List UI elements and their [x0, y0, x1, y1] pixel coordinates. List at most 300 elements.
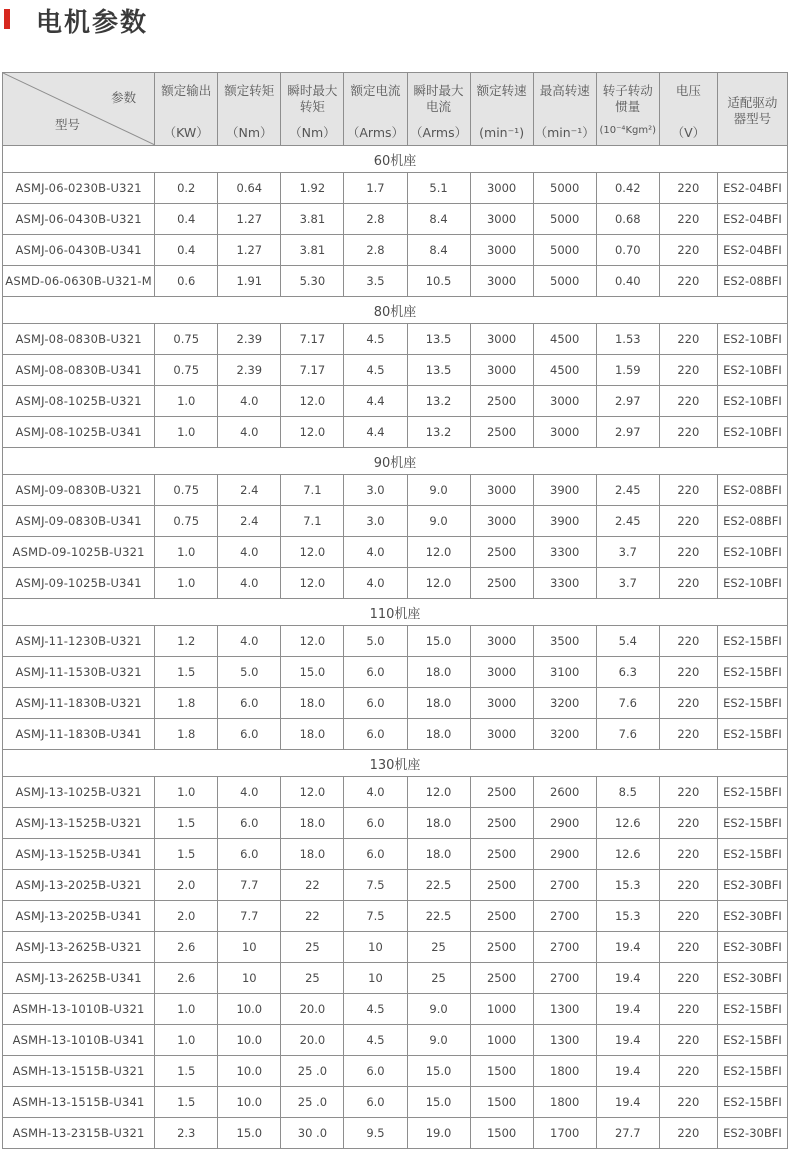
value-cell: 12.0 — [281, 626, 344, 657]
value-cell: 10.0 — [218, 1025, 281, 1056]
value-cell: 1.59 — [596, 355, 659, 386]
table-row — [3, 657, 788, 688]
value-cell: 9.0 — [407, 475, 470, 506]
value-cell: 220 — [659, 235, 717, 266]
value-cell: 7.7 — [218, 870, 281, 901]
value-cell: 4.5 — [344, 324, 407, 355]
value-cell: 10 — [344, 932, 407, 963]
header-rated-speed: 额定转速 (min⁻¹) — [470, 73, 533, 146]
value-cell: 4.0 — [218, 417, 281, 448]
value-cell: 5.30 — [281, 266, 344, 297]
value-cell: ES2-15BFI — [717, 626, 787, 657]
value-cell: 3300 — [533, 537, 596, 568]
value-cell: ES2-10BFI — [717, 355, 787, 386]
value-cell: 10.5 — [407, 266, 470, 297]
value-cell: 9.0 — [407, 994, 470, 1025]
value-cell: 19.4 — [596, 963, 659, 994]
table-row — [3, 901, 788, 932]
value-cell: 2500 — [470, 839, 533, 870]
model-cell: ASMD-09-1025B-U321 — [3, 537, 155, 568]
value-cell: 5.4 — [596, 626, 659, 657]
value-cell: 0.64 — [218, 173, 281, 204]
value-cell: 18.0 — [281, 808, 344, 839]
model-cell: ASMJ-11-1230B-U321 — [3, 626, 155, 657]
value-cell: 9.0 — [407, 1025, 470, 1056]
value-cell: 2.45 — [596, 475, 659, 506]
model-cell: ASMJ-08-1025B-U321 — [3, 386, 155, 417]
value-cell: 2.97 — [596, 386, 659, 417]
value-cell: 1800 — [533, 1087, 596, 1118]
value-cell: 0.40 — [596, 266, 659, 297]
value-cell: 13.2 — [407, 417, 470, 448]
value-cell: 220 — [659, 475, 717, 506]
value-cell: 7.5 — [344, 901, 407, 932]
table-row — [3, 932, 788, 963]
value-cell: 2.0 — [155, 901, 218, 932]
value-cell: 1.0 — [155, 568, 218, 599]
value-cell: 1.53 — [596, 324, 659, 355]
value-cell: 27.7 — [596, 1118, 659, 1149]
table-row — [3, 386, 788, 417]
value-cell: 2500 — [470, 537, 533, 568]
value-cell: 4.5 — [344, 994, 407, 1025]
value-cell: 22 — [281, 870, 344, 901]
value-cell: 4.0 — [344, 537, 407, 568]
group-label: 130机座 — [3, 750, 788, 777]
value-cell: 3.81 — [281, 235, 344, 266]
value-cell: 2500 — [470, 932, 533, 963]
value-cell: 22.5 — [407, 870, 470, 901]
table-row — [3, 568, 788, 599]
group-row — [3, 599, 788, 626]
model-cell: ASMJ-13-1525B-U321 — [3, 808, 155, 839]
value-cell: 15.0 — [218, 1118, 281, 1149]
model-cell: ASMJ-06-0230B-U321 — [3, 173, 155, 204]
table-row — [3, 1118, 788, 1149]
value-cell: 220 — [659, 626, 717, 657]
value-cell: 2.4 — [218, 506, 281, 537]
value-cell: 2.39 — [218, 355, 281, 386]
value-cell: 2500 — [470, 386, 533, 417]
value-cell: 3900 — [533, 506, 596, 537]
table-row — [3, 173, 788, 204]
value-cell: 5000 — [533, 266, 596, 297]
value-cell: ES2-15BFI — [717, 777, 787, 808]
value-cell: 220 — [659, 355, 717, 386]
model-cell: ASMH-13-1515B-U341 — [3, 1087, 155, 1118]
value-cell: 4.4 — [344, 386, 407, 417]
value-cell: 19.4 — [596, 1025, 659, 1056]
value-cell: ES2-15BFI — [717, 1056, 787, 1087]
model-cell: ASMJ-11-1830B-U341 — [3, 719, 155, 750]
value-cell: 1.8 — [155, 688, 218, 719]
value-cell: 2500 — [470, 417, 533, 448]
value-cell: 1300 — [533, 1025, 596, 1056]
value-cell: 3.81 — [281, 204, 344, 235]
value-cell: 2500 — [470, 777, 533, 808]
group-label: 60机座 — [3, 146, 788, 173]
value-cell: 4500 — [533, 355, 596, 386]
value-cell: 220 — [659, 417, 717, 448]
value-cell: 1000 — [470, 1025, 533, 1056]
value-cell: 2500 — [470, 963, 533, 994]
value-cell: 1.0 — [155, 994, 218, 1025]
value-cell: 6.0 — [218, 719, 281, 750]
table-row — [3, 626, 788, 657]
value-cell: ES2-10BFI — [717, 417, 787, 448]
value-cell: ES2-10BFI — [717, 537, 787, 568]
value-cell: 12.0 — [407, 568, 470, 599]
value-cell: 12.0 — [281, 386, 344, 417]
model-cell: ASMJ-13-2025B-U321 — [3, 870, 155, 901]
value-cell: 7.5 — [344, 870, 407, 901]
value-cell: 1000 — [470, 994, 533, 1025]
value-cell: 6.3 — [596, 657, 659, 688]
value-cell: 18.0 — [281, 688, 344, 719]
value-cell: 4.0 — [218, 568, 281, 599]
value-cell: 2.8 — [344, 235, 407, 266]
group-row — [3, 750, 788, 777]
group-label: 80机座 — [3, 297, 788, 324]
value-cell: 12.0 — [281, 417, 344, 448]
value-cell: 3200 — [533, 719, 596, 750]
value-cell: 2.39 — [218, 324, 281, 355]
model-cell: ASMJ-13-1525B-U341 — [3, 839, 155, 870]
value-cell: ES2-04BFI — [717, 204, 787, 235]
value-cell: 4500 — [533, 324, 596, 355]
value-cell: 3.0 — [344, 506, 407, 537]
model-cell: ASMJ-11-1830B-U321 — [3, 688, 155, 719]
value-cell: 2700 — [533, 963, 596, 994]
value-cell: 0.75 — [155, 324, 218, 355]
header-param-label: 参数 — [111, 90, 137, 105]
value-cell: 30 .0 — [281, 1118, 344, 1149]
header-voltage: 电压 （V） — [659, 73, 717, 146]
value-cell: 3900 — [533, 475, 596, 506]
value-cell: 25 — [407, 963, 470, 994]
value-cell: 1300 — [533, 994, 596, 1025]
value-cell: 25 — [281, 932, 344, 963]
value-cell: 13.5 — [407, 324, 470, 355]
value-cell: 7.17 — [281, 355, 344, 386]
value-cell: 220 — [659, 963, 717, 994]
value-cell: 3000 — [470, 266, 533, 297]
value-cell: 220 — [659, 1087, 717, 1118]
value-cell: 2900 — [533, 808, 596, 839]
value-cell: 3500 — [533, 626, 596, 657]
value-cell: 220 — [659, 537, 717, 568]
value-cell: 3.5 — [344, 266, 407, 297]
value-cell: 3000 — [470, 719, 533, 750]
model-cell: ASMJ-06-0430B-U341 — [3, 235, 155, 266]
value-cell: 1.5 — [155, 1087, 218, 1118]
value-cell: 20.0 — [281, 994, 344, 1025]
value-cell: 220 — [659, 173, 717, 204]
value-cell: 15.0 — [281, 657, 344, 688]
value-cell: 220 — [659, 1056, 717, 1087]
table-row — [3, 324, 788, 355]
model-cell: ASMJ-08-1025B-U341 — [3, 417, 155, 448]
value-cell: 3.7 — [596, 537, 659, 568]
value-cell: 18.0 — [407, 657, 470, 688]
value-cell: 220 — [659, 777, 717, 808]
value-cell: 220 — [659, 204, 717, 235]
value-cell: ES2-15BFI — [717, 839, 787, 870]
value-cell: 0.75 — [155, 506, 218, 537]
table-row — [3, 808, 788, 839]
table-row — [3, 266, 788, 297]
value-cell: 2500 — [470, 901, 533, 932]
value-cell: 6.0 — [344, 839, 407, 870]
value-cell: 220 — [659, 870, 717, 901]
value-cell: 6.0 — [344, 1087, 407, 1118]
table-row — [3, 204, 788, 235]
value-cell: 2.97 — [596, 417, 659, 448]
value-cell: 4.0 — [218, 386, 281, 417]
model-cell: ASMJ-06-0430B-U321 — [3, 204, 155, 235]
model-cell: ASMD-06-0630B-U321-M — [3, 266, 155, 297]
value-cell: 1.0 — [155, 386, 218, 417]
value-cell: ES2-15BFI — [717, 657, 787, 688]
value-cell: 2500 — [470, 568, 533, 599]
value-cell: 0.6 — [155, 266, 218, 297]
value-cell: 0.2 — [155, 173, 218, 204]
model-cell: ASMH-13-2315B-U321 — [3, 1118, 155, 1149]
value-cell: 5.1 — [407, 173, 470, 204]
value-cell: 220 — [659, 839, 717, 870]
value-cell: 1.91 — [218, 266, 281, 297]
value-cell: 13.5 — [407, 355, 470, 386]
value-cell: 1.5 — [155, 1056, 218, 1087]
value-cell: 3300 — [533, 568, 596, 599]
value-cell: 1.0 — [155, 777, 218, 808]
value-cell: 8.4 — [407, 235, 470, 266]
table-row — [3, 417, 788, 448]
header-rated-output: 额定输出 （KW） — [155, 73, 218, 146]
value-cell: 25 .0 — [281, 1056, 344, 1087]
value-cell: 2900 — [533, 839, 596, 870]
header-peak-torque: 瞬时最大转矩 （Nm） — [281, 73, 344, 146]
value-cell: 4.0 — [218, 777, 281, 808]
group-row — [3, 297, 788, 324]
value-cell: 0.70 — [596, 235, 659, 266]
value-cell: 220 — [659, 266, 717, 297]
table-header-row — [3, 73, 788, 146]
value-cell: ES2-04BFI — [717, 235, 787, 266]
value-cell: 2700 — [533, 932, 596, 963]
value-cell: 2700 — [533, 901, 596, 932]
model-cell: ASMJ-09-0830B-U321 — [3, 475, 155, 506]
value-cell: 0.75 — [155, 355, 218, 386]
value-cell: 3000 — [470, 626, 533, 657]
value-cell: ES2-30BFI — [717, 901, 787, 932]
value-cell: 6.0 — [218, 688, 281, 719]
group-row — [3, 146, 788, 173]
value-cell: 1700 — [533, 1118, 596, 1149]
value-cell: ES2-30BFI — [717, 870, 787, 901]
value-cell: 5000 — [533, 173, 596, 204]
value-cell: 1.2 — [155, 626, 218, 657]
value-cell: 5.0 — [218, 657, 281, 688]
model-cell: ASMJ-13-2625B-U321 — [3, 932, 155, 963]
table-row — [3, 506, 788, 537]
model-cell: ASMJ-09-1025B-U341 — [3, 568, 155, 599]
header-rated-torque: 额定转矩 （Nm） — [218, 73, 281, 146]
value-cell: 5.0 — [344, 626, 407, 657]
table-row — [3, 688, 788, 719]
value-cell: 3.0 — [344, 475, 407, 506]
value-cell: 220 — [659, 506, 717, 537]
value-cell: 2.45 — [596, 506, 659, 537]
model-cell: ASMJ-09-0830B-U341 — [3, 506, 155, 537]
value-cell: 12.6 — [596, 839, 659, 870]
value-cell: 4.0 — [218, 537, 281, 568]
page-title: 电机参数 — [36, 8, 149, 38]
value-cell: 1.27 — [218, 204, 281, 235]
value-cell: 3000 — [470, 688, 533, 719]
value-cell: 9.0 — [407, 506, 470, 537]
value-cell: ES2-15BFI — [717, 808, 787, 839]
value-cell: 8.5 — [596, 777, 659, 808]
value-cell: 2.0 — [155, 870, 218, 901]
value-cell: 2600 — [533, 777, 596, 808]
value-cell: 25 — [407, 932, 470, 963]
value-cell: ES2-04BFI — [717, 173, 787, 204]
value-cell: ES2-15BFI — [717, 719, 787, 750]
value-cell: 3200 — [533, 688, 596, 719]
value-cell: 3000 — [470, 657, 533, 688]
value-cell: 3000 — [470, 475, 533, 506]
title-accent-bar — [4, 9, 10, 29]
header-rated-current: 额定电流 （Arms） — [344, 73, 407, 146]
table-row — [3, 963, 788, 994]
value-cell: 220 — [659, 688, 717, 719]
value-cell: 220 — [659, 808, 717, 839]
value-cell: 1800 — [533, 1056, 596, 1087]
value-cell: 7.7 — [218, 901, 281, 932]
value-cell: 12.0 — [281, 568, 344, 599]
table-row — [3, 1087, 788, 1118]
table-row — [3, 235, 788, 266]
value-cell: 7.6 — [596, 688, 659, 719]
value-cell: 15.3 — [596, 901, 659, 932]
value-cell: 7.1 — [281, 506, 344, 537]
header-driver-model: 适配驱动器型号 — [717, 73, 787, 146]
value-cell: 2500 — [470, 808, 533, 839]
value-cell: ES2-15BFI — [717, 994, 787, 1025]
value-cell: 1.5 — [155, 657, 218, 688]
value-cell: ES2-30BFI — [717, 963, 787, 994]
value-cell: 3000 — [533, 417, 596, 448]
value-cell: 220 — [659, 901, 717, 932]
header-rotor-inertia: 转子转动惯量 (10⁻⁴Kgm²) — [596, 73, 659, 146]
value-cell: 4.0 — [218, 626, 281, 657]
value-cell: 5000 — [533, 235, 596, 266]
model-cell: ASMJ-13-2025B-U341 — [3, 901, 155, 932]
value-cell: 18.0 — [281, 719, 344, 750]
value-cell: 7.17 — [281, 324, 344, 355]
value-cell: 8.4 — [407, 204, 470, 235]
value-cell: 20.0 — [281, 1025, 344, 1056]
table-row — [3, 475, 788, 506]
value-cell: 19.4 — [596, 1056, 659, 1087]
value-cell: 3000 — [533, 386, 596, 417]
value-cell: 3000 — [470, 324, 533, 355]
value-cell: 1.0 — [155, 417, 218, 448]
value-cell: 1.5 — [155, 808, 218, 839]
value-cell: 1500 — [470, 1118, 533, 1149]
value-cell: 6.0 — [344, 688, 407, 719]
table-row — [3, 839, 788, 870]
value-cell: 22.5 — [407, 901, 470, 932]
value-cell: 4.0 — [344, 568, 407, 599]
value-cell: 220 — [659, 1025, 717, 1056]
value-cell: 3000 — [470, 204, 533, 235]
model-cell: ASMH-13-1515B-U321 — [3, 1056, 155, 1087]
header-peak-current: 瞬时最大电流 （Arms） — [407, 73, 470, 146]
value-cell: ES2-08BFI — [717, 506, 787, 537]
header-corner-cell — [3, 73, 155, 146]
value-cell: 10 — [344, 963, 407, 994]
value-cell: 4.5 — [344, 355, 407, 386]
value-cell: 25 — [281, 963, 344, 994]
value-cell: 3100 — [533, 657, 596, 688]
value-cell: 12.0 — [407, 777, 470, 808]
value-cell: 220 — [659, 1118, 717, 1149]
table-row — [3, 870, 788, 901]
value-cell: 0.4 — [155, 204, 218, 235]
value-cell: 1500 — [470, 1056, 533, 1087]
value-cell: 2700 — [533, 870, 596, 901]
table-row — [3, 777, 788, 808]
value-cell: 18.0 — [407, 688, 470, 719]
model-cell: ASMJ-08-0830B-U321 — [3, 324, 155, 355]
value-cell: ES2-08BFI — [717, 266, 787, 297]
value-cell: 19.4 — [596, 932, 659, 963]
table-body — [3, 146, 788, 1149]
value-cell: ES2-08BFI — [717, 475, 787, 506]
value-cell: 6.0 — [344, 1056, 407, 1087]
group-label: 90机座 — [3, 448, 788, 475]
value-cell: ES2-10BFI — [717, 568, 787, 599]
value-cell: 2500 — [470, 870, 533, 901]
value-cell: 15.0 — [407, 1056, 470, 1087]
value-cell: 15.0 — [407, 626, 470, 657]
value-cell: ES2-15BFI — [717, 1025, 787, 1056]
value-cell: 1.7 — [344, 173, 407, 204]
value-cell: 12.0 — [281, 537, 344, 568]
value-cell: 15.0 — [407, 1087, 470, 1118]
value-cell: 18.0 — [281, 839, 344, 870]
value-cell: 1.8 — [155, 719, 218, 750]
value-cell: 22 — [281, 901, 344, 932]
model-cell: ASMJ-08-0830B-U341 — [3, 355, 155, 386]
group-row — [3, 448, 788, 475]
value-cell: 18.0 — [407, 839, 470, 870]
value-cell: 6.0 — [344, 719, 407, 750]
value-cell: 3000 — [470, 235, 533, 266]
value-cell: 1.27 — [218, 235, 281, 266]
value-cell: 2.8 — [344, 204, 407, 235]
value-cell: 1.92 — [281, 173, 344, 204]
value-cell: 18.0 — [407, 719, 470, 750]
value-cell: 10.0 — [218, 994, 281, 1025]
header-max-speed: 最高转速 （min⁻¹） — [533, 73, 596, 146]
header-diagonal-line — [3, 73, 155, 145]
value-cell: 1.0 — [155, 1025, 218, 1056]
value-cell: 7.6 — [596, 719, 659, 750]
table-row — [3, 537, 788, 568]
